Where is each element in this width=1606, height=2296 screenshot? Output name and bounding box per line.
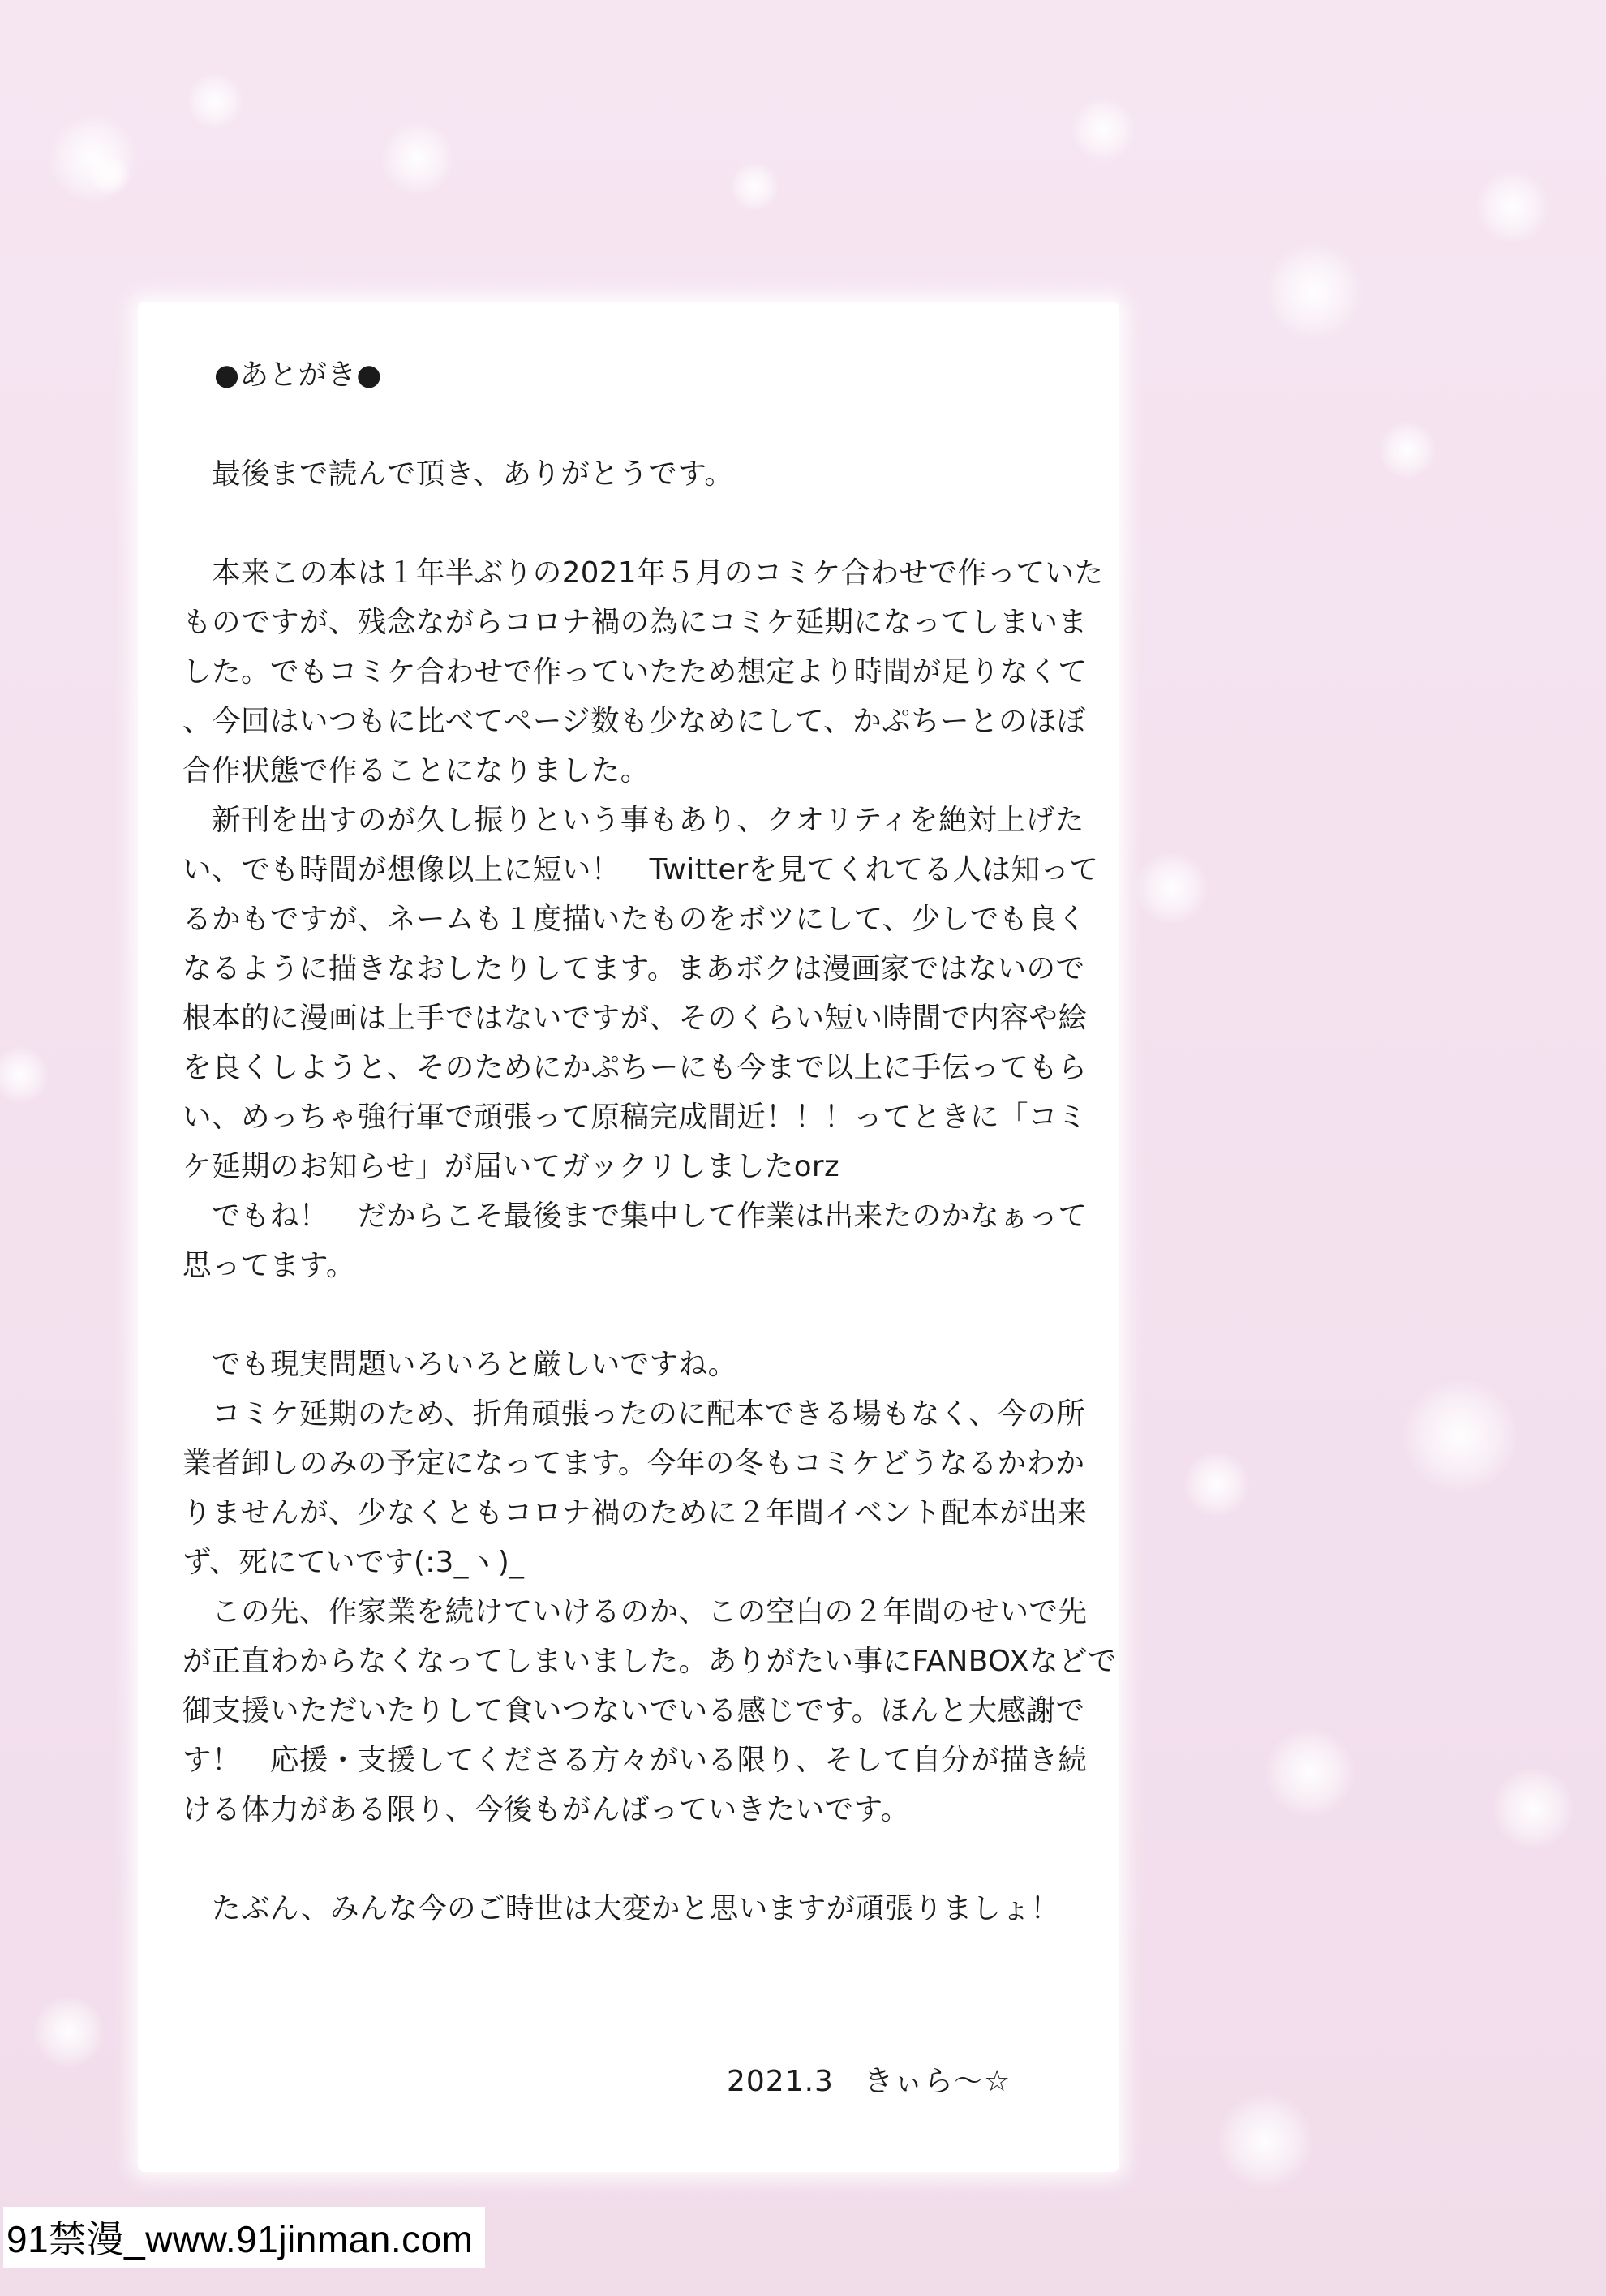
text-line: 本来この本は１年半ぶりの2021年５月のコミケ合わせで作っていた bbox=[182, 556, 1104, 590]
text-line: 最後まで読んで頂き、ありがとうです。 bbox=[182, 457, 734, 491]
text-line: でも現実問題いろいろと厳しいですね。 bbox=[182, 1348, 737, 1381]
text-line: す！ 応援・支援してくださる方々がいる限り、そして自分が描き続 bbox=[182, 1744, 1088, 1777]
text-line: ける体力がある限り、今後もがんばっていきたいです。 bbox=[182, 1793, 910, 1826]
afterword-panel bbox=[138, 302, 1119, 2172]
sparkle-decoration bbox=[1071, 97, 1136, 162]
text-line: 、今回はいつもに比べてページ数も少なめにして、かぷちーとのほぼ bbox=[182, 705, 1086, 738]
text-line: たぶん、みんな今のご時世は大変かと思いますが頑張りましょ！ bbox=[182, 1892, 1060, 1925]
text-line: 業者卸しのみの予定になってます。今年の冬もコミケどうなるかわか bbox=[182, 1447, 1085, 1480]
text-line: 合作状態で作ることになりました。 bbox=[182, 754, 650, 788]
sparkle-decoration bbox=[1492, 1768, 1574, 1849]
sparkle-decoration bbox=[32, 1995, 105, 2068]
text-line: でもね！ だからこそ最後まで集中して作業は出来たのかなぁって bbox=[182, 1199, 1088, 1233]
text-line: ものですが、残念ながらコロナ禍の為にコミケ延期になってしまいま bbox=[182, 606, 1088, 639]
sparkle-decoration bbox=[1476, 170, 1549, 243]
sparkle-decoration bbox=[49, 114, 138, 203]
text-line: ケ延期のお知らせ」が届いてガックリしましたorz bbox=[182, 1150, 840, 1183]
text-line: ず、死にていです(:3_ヽ)_ bbox=[182, 1546, 525, 1579]
sparkle-decoration bbox=[89, 154, 130, 195]
spacer bbox=[182, 1290, 1075, 1340]
signature: 2021.3 きぃら〜☆ bbox=[727, 2065, 1011, 2098]
afterword-text bbox=[182, 350, 1117, 1933]
text-line: コミケ延期のため、折角頑張ったのに配本できる場もなく、今の所 bbox=[182, 1397, 1086, 1431]
sparkle-decoration bbox=[1136, 852, 1209, 925]
text-line: した。でもコミケ合わせで作っていたため想定より時間が足りなくて bbox=[182, 655, 1088, 689]
afterword-heading: ●あとがき● bbox=[214, 358, 382, 392]
sparkle-decoration bbox=[1379, 422, 1436, 479]
sparkle-decoration bbox=[381, 122, 454, 195]
sparkle-decoration bbox=[1184, 1452, 1249, 1517]
text-line: い、めっちゃ強行軍で頑張って原稿完成間近！！！ってときに「コミ bbox=[182, 1101, 1087, 1134]
text-line: この先、作家業を続けていけるのか、この空白の２年間のせいで先 bbox=[182, 1595, 1088, 1629]
sparkle-decoration bbox=[1265, 1727, 1355, 1817]
text-line: を良くしようと、そのためにかぷちーにも今まで以上に手伝ってもら bbox=[182, 1051, 1088, 1084]
spacer bbox=[182, 1835, 1075, 1884]
text-line: 御支援いただいたりして食いつないでいる感じです。ほんと大感謝で bbox=[182, 1694, 1085, 1727]
text-line: 根本的に漫画は上手ではないですが、そのくらい短い時間で内容や絵 bbox=[182, 1002, 1088, 1035]
text-line: 新刊を出すのが久し振りという事もあり、クオリティを絶対上げた bbox=[182, 804, 1084, 837]
sparkle-decoration bbox=[187, 73, 243, 130]
text-line: い、でも時間が想像以上に短い！ Twitterを見てくれてる人は知って bbox=[182, 853, 1099, 886]
site-watermark: 91禁漫_www.91jinman.com bbox=[3, 2207, 485, 2268]
sparkle-decoration bbox=[1265, 243, 1363, 341]
text-line: るかもですが、ネームも１度描いたものをボツにして、少しでも良く bbox=[182, 903, 1087, 936]
text-line: なるように描きなおしたりしてます。まあボクは漫画家ではないので bbox=[182, 952, 1085, 985]
text-line: が正直わからなくなってしまいました。ありがたい事にFANBOXなどで bbox=[182, 1645, 1117, 1678]
sparkle-decoration bbox=[0, 1046, 49, 1103]
spacer bbox=[182, 400, 1075, 449]
spacer bbox=[182, 499, 1075, 548]
text-line: 思ってます。 bbox=[182, 1249, 356, 1282]
sparkle-decoration bbox=[1403, 1379, 1517, 1492]
text-line: りませんが、少なくともコロナ禍のために２年間イベント配本が出来 bbox=[182, 1496, 1088, 1530]
sparkle-decoration bbox=[730, 162, 779, 211]
sparkle-decoration bbox=[1217, 2092, 1314, 2190]
